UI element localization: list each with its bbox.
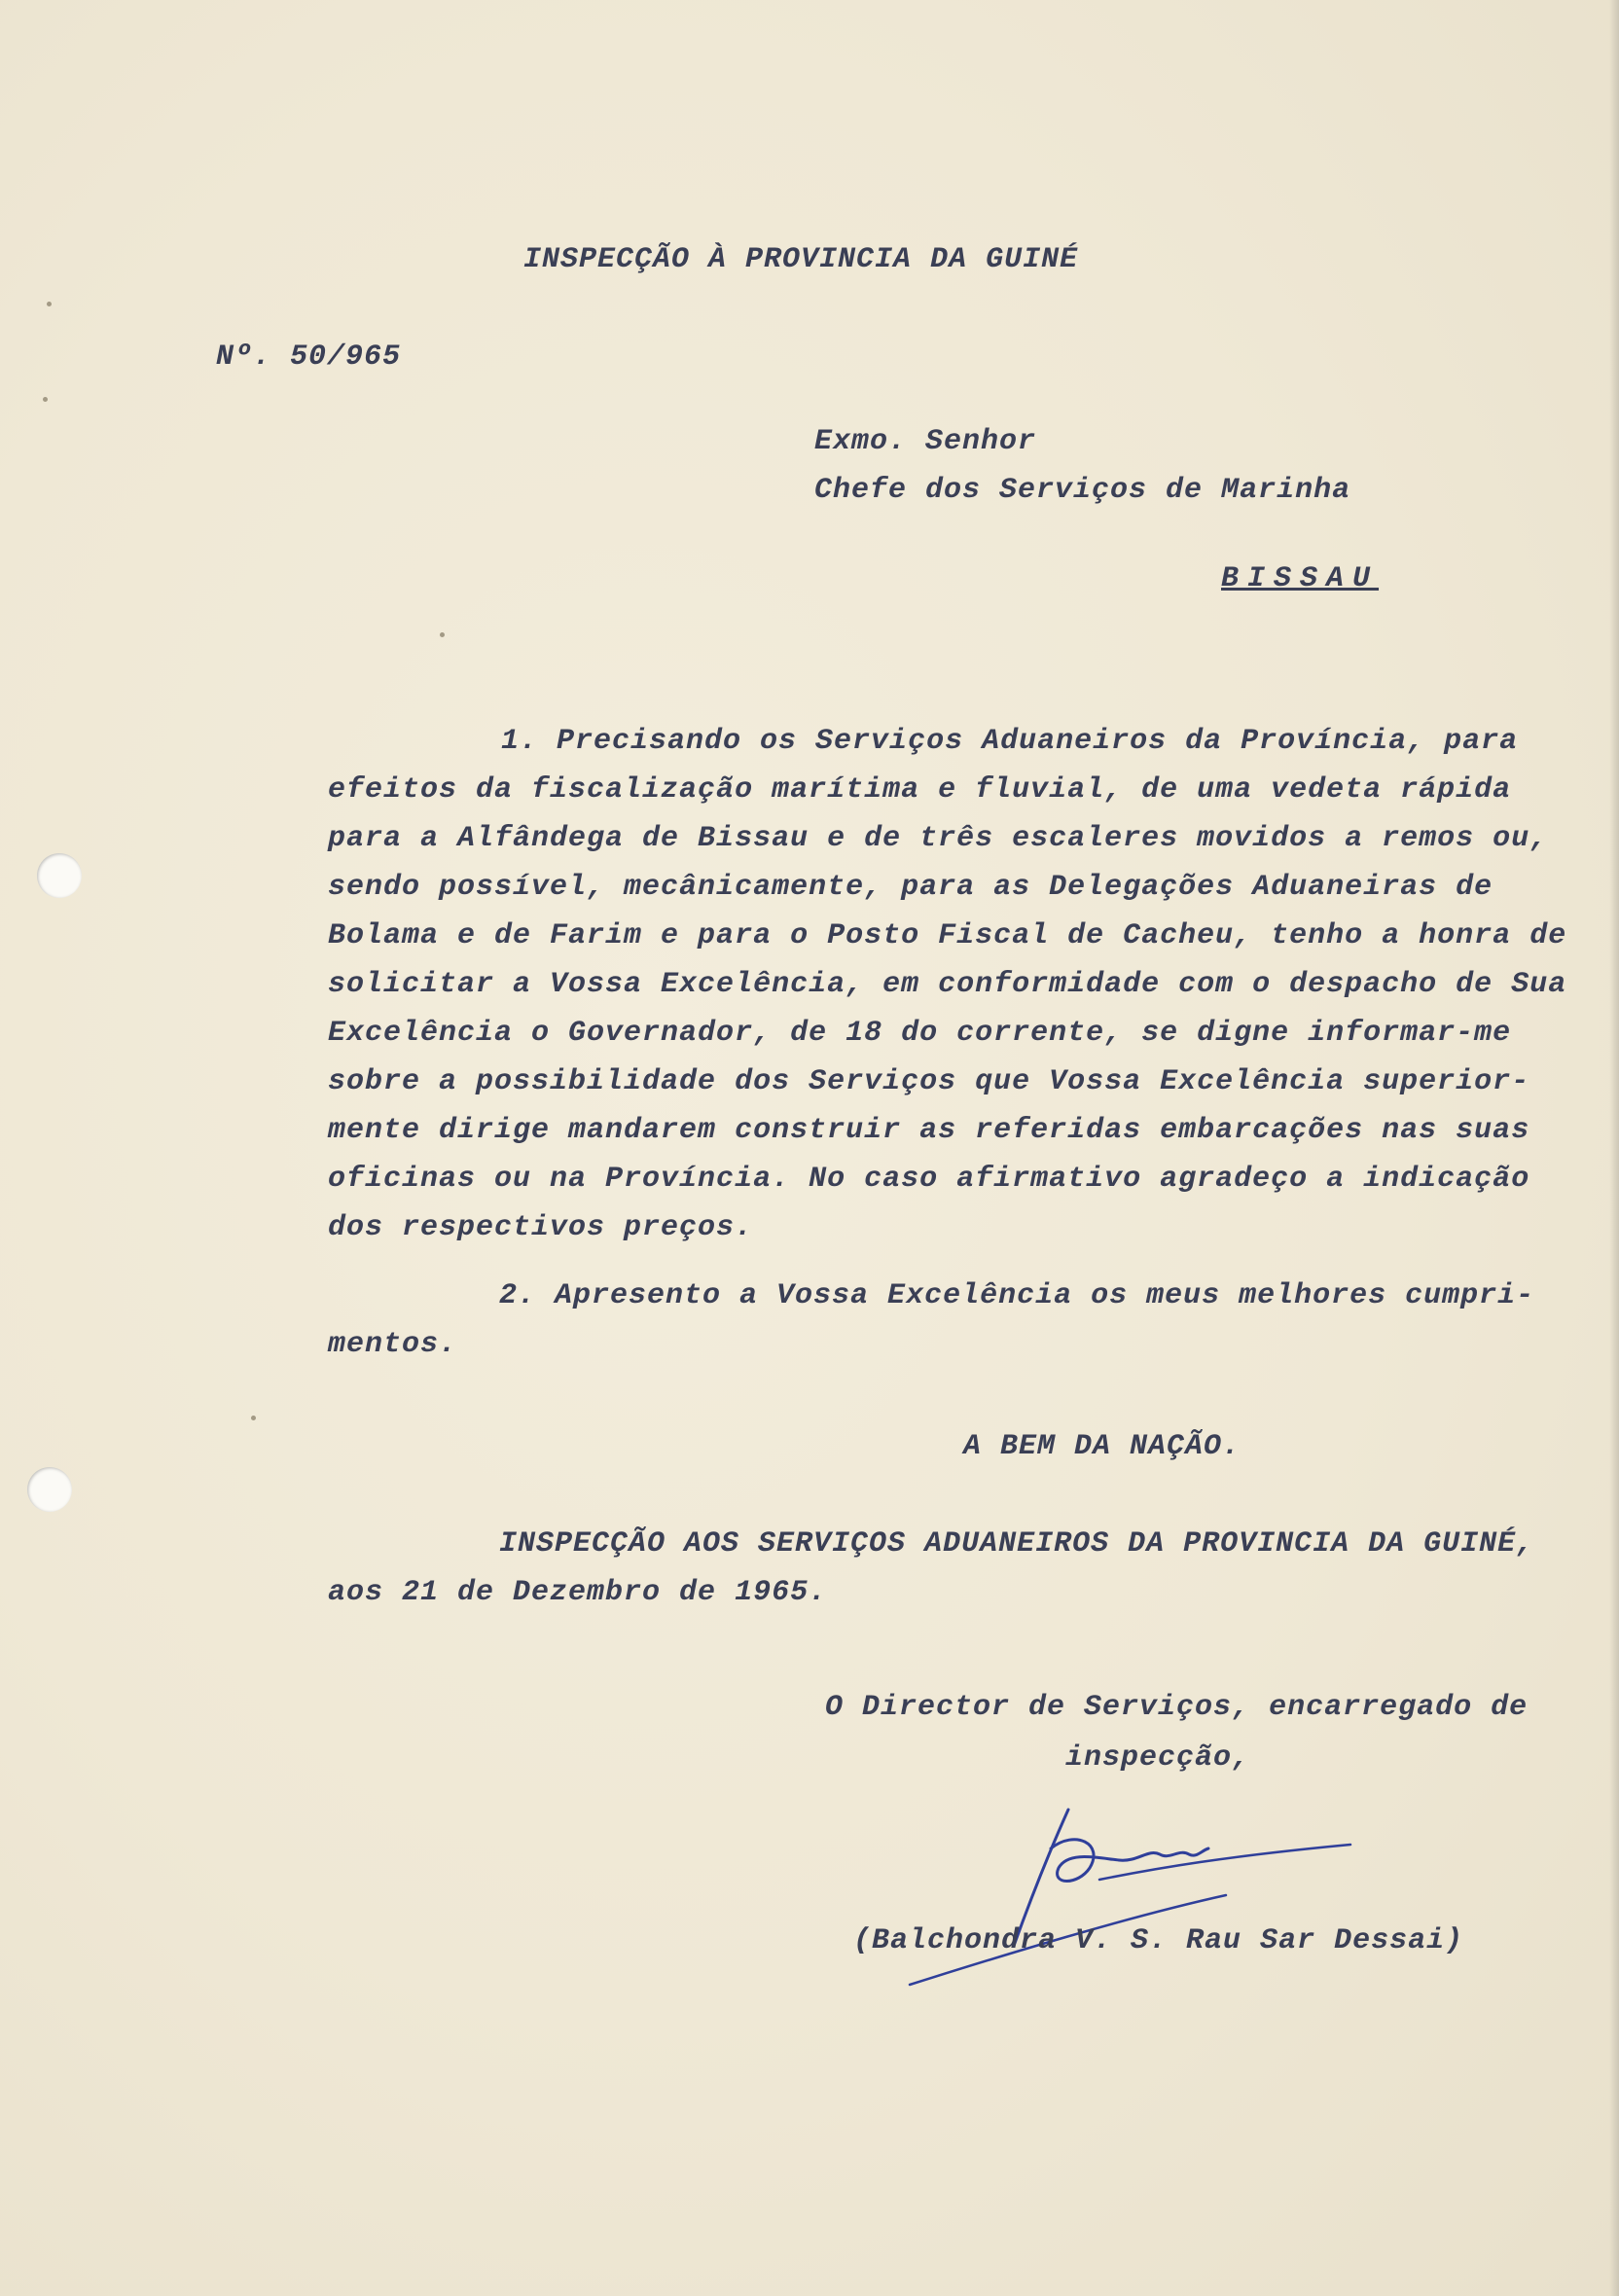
paragraph1-line: Bolama e de Farim e para o Posto Fiscal de Cacheu, tenho a honra de bbox=[328, 919, 1567, 952]
signatory-name: (Balchondra V. S. Rau Sar Dessai) bbox=[853, 1924, 1464, 1957]
recipient-salutation: Exmo. Senhor bbox=[814, 425, 1037, 458]
recipient-city: BISSAU bbox=[1221, 562, 1380, 595]
paragraph1-line: mente dirige mandarem construir as referidas embarcações nas suas bbox=[328, 1114, 1530, 1147]
paragraph1-line: sobre a possibilidade dos Serviços que Vossa Excelência superior- bbox=[328, 1065, 1530, 1098]
paper-speck bbox=[43, 397, 48, 402]
signatory-title: O Director de Serviços, encarregado de bbox=[825, 1691, 1529, 1724]
paragraph1-line: solicitar a Vossa Excelência, em conformidade com o despacho de Sua bbox=[328, 968, 1567, 1001]
paragraph1-line: efeitos da fiscalização marítima e fluvial, de uma vedeta rápida bbox=[328, 773, 1512, 807]
recipient-title: Chefe dos Serviços de Marinha bbox=[814, 474, 1351, 507]
header-title: INSPECÇÃO À PROVINCIA DA GUINÉ bbox=[523, 243, 1079, 276]
closing-motto: A BEM DA NAÇÃO. bbox=[963, 1430, 1241, 1463]
paragraph2-line: 2. Apresento a Vossa Excelência os meus melhores cumpri- bbox=[499, 1279, 1535, 1312]
document-number: Nº. 50/965 bbox=[216, 341, 402, 374]
handwritten-signature bbox=[905, 1790, 1372, 1994]
issuing-office: INSPECÇÃO AOS SERVIÇOS ADUANEIROS DA PROVINCIA DA GUINÉ, bbox=[499, 1527, 1535, 1561]
paper-speck bbox=[251, 1416, 256, 1420]
paragraph1-line: dos respectivos preços. bbox=[328, 1211, 754, 1244]
punch-hole-top bbox=[37, 853, 82, 898]
paragraph2-line: mentos. bbox=[328, 1328, 458, 1361]
paragraph1-line: sendo possível, mecânicamente, para as Delegações Aduaneiras de bbox=[328, 871, 1493, 904]
paper-speck bbox=[47, 302, 52, 306]
letter-date: aos 21 de Dezembro de 1965. bbox=[328, 1576, 828, 1609]
punch-hole-bottom bbox=[27, 1467, 72, 1512]
paragraph1-line: para a Alfândega de Bissau e de três escaleres movidos a remos ou, bbox=[328, 822, 1549, 855]
paragraph1-line: 1. Precisando os Serviços Aduaneiros da Província, para bbox=[501, 725, 1519, 758]
paper-speck bbox=[440, 632, 445, 637]
paragraph1-line: oficinas ou na Província. No caso afirmativo agradeço a indicação bbox=[328, 1163, 1530, 1196]
signatory-title-continued: inspecção, bbox=[1065, 1741, 1251, 1775]
paragraph1-line: Excelência o Governador, de 18 do corrente, se digne informar-me bbox=[328, 1017, 1512, 1050]
